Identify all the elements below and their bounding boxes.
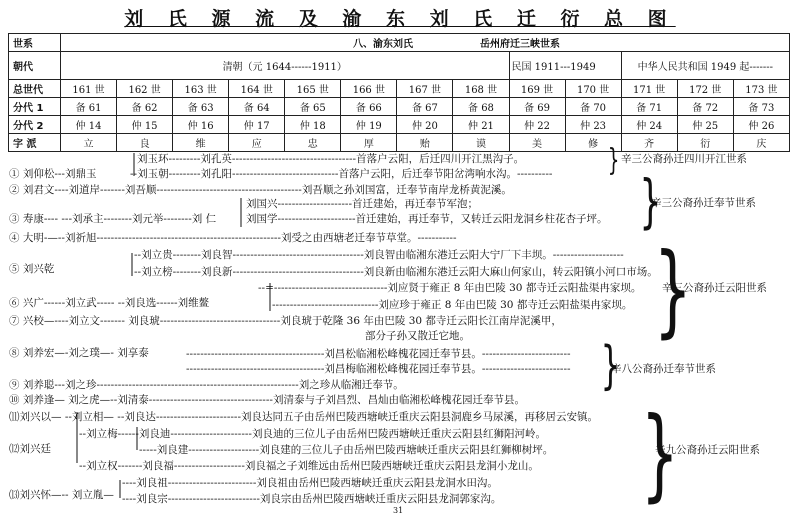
fen1-cell: 备 61	[61, 98, 117, 116]
zipai-cell: 应	[229, 134, 285, 152]
fen1-cell: 备 70	[565, 98, 621, 116]
chaodai-label: 朝代	[9, 52, 61, 80]
shixi-label: 世系	[9, 34, 61, 52]
line-r15: ⑦ 兴校—----刘立文------- 刘良琥----------------------------------刘良琥于乾隆 36 年由巴陵 30 都寺迁云阳长江南岸泥溪甲，	[9, 315, 562, 327]
fen1-cell: 备 68	[453, 98, 509, 116]
zipai-cell: 贻	[397, 134, 453, 152]
zong-label: 总世代	[9, 80, 61, 98]
brace: }	[607, 143, 620, 178]
zipai-cell: 忠	[285, 134, 341, 152]
line-r9: --刘立贵--------刘良智-------------------------------------刘良智由临湘东港迁云阳大宁厂下丰坝。--------------------	[134, 249, 624, 261]
fen1-label: 分代 1	[9, 98, 61, 116]
zong-cell: 161 世	[61, 80, 117, 98]
zong-cell: 168 世	[453, 80, 509, 98]
zong-cell: 162 世	[117, 80, 173, 98]
line-r17: ⑧ 刘养宏—-刘之璞—- 刘享泰	[9, 347, 149, 359]
line-r27: ----刘良祖-------------------------刘良祖由岳州巴陵西塘峡迁重庆云阳县龙洞水田沟。	[122, 477, 498, 489]
fen2-cell: 仲 20	[397, 116, 453, 134]
fen2-cell: 仲 21	[453, 116, 509, 134]
line-r6: ③ 寿康---- ---刘承主--------刘元举--------刘 仁	[9, 213, 217, 225]
line-r4: ② 刘君文----刘道岸-------刘吾顺-----------------------------------------刘吾顺之孙刘国富，迁奉节南岸龙桥黄泥溪。	[9, 184, 512, 196]
zipai-cell: 衍	[677, 134, 733, 152]
fen1-cell: 备 71	[621, 98, 677, 116]
fen2-cell: 仲 16	[173, 116, 229, 134]
zipai-cell: 齐	[621, 134, 677, 152]
zipai-cell: 庆	[733, 134, 789, 152]
line-r25: -----刘良建--------------------刘良建的三位儿子由岳州巴陵西塘峡迁重庆云阳县红狮柳树坪。	[139, 444, 554, 456]
subsection-title: 岳州府迁三峡世系	[479, 39, 560, 50]
brace: }	[600, 336, 621, 396]
line-r22: ⑾刘兴以— --刘立相— --刘良达------------------------刘良达同五子由岳州巴陵西塘峡迁重庆云阳县洞鹿乡马尿溪，再移居云安镇。	[9, 411, 599, 423]
fen2-cell: 仲 17	[229, 116, 285, 134]
zipai-cell: 厚	[341, 134, 397, 152]
zipai-cell: 立	[61, 134, 117, 152]
line-r11: --刘立榜--------刘良新-------------------------------------刘良新由临湘东港迁云阳大麻山何家山，转云阳镇小河口市场。	[134, 266, 658, 278]
fen2-cell: 仲 19	[341, 116, 397, 134]
fen1-cell: 备 62	[117, 98, 173, 116]
zong-cell: 166 世	[341, 80, 397, 98]
dynasty-qing: 清朝（元 1644------1911）	[61, 52, 510, 80]
dynasty-minguo: 民国 1911---1949	[509, 52, 621, 80]
page-number: 31	[393, 506, 404, 515]
line-r18: ---------------------------------------刘昌松临湘松峰槐花园迁奉节县。-------------------------	[186, 348, 571, 360]
zipai-cell: 谟	[453, 134, 509, 152]
fen1-cell: 备 65	[285, 98, 341, 116]
line-r16: 部分子孙又散迁它地。	[365, 330, 470, 342]
note-n1: 辛三公裔孙迁四川开江世系	[621, 153, 747, 165]
line-r21: ⑩ 刘养逢— 刘之虎—--刘清泰-----------------------------------刘清泰与子刘昌烈、昌灿由临湘松峰槐花园迁奉节县。	[9, 394, 525, 406]
fen2-cell: 仲 25	[677, 116, 733, 134]
fen1-cell: 备 63	[173, 98, 229, 116]
fen1-cell: 备 64	[229, 98, 285, 116]
zong-cell: 165 世	[285, 80, 341, 98]
fen2-cell: 仲 14	[61, 116, 117, 134]
line-r19: ---------------------------------------刘昌梅临湘松峰槐花园迁奉节县。-------------------------	[186, 363, 571, 375]
line-r23: --刘立梅------刘良迪-----------------------刘良迪的三位儿子由岳州巴陵西塘峡迁重庆云阳县红狮阳河岭。	[79, 428, 546, 440]
line-r24: ⑿刘兴廷	[9, 443, 51, 455]
zong-cell: 167 世	[397, 80, 453, 98]
fen2-cell: 仲 24	[621, 116, 677, 134]
note-n4: 辛八公裔孙迁奉节世系	[611, 363, 716, 375]
note-n5: 辛九公裔孙迁云阳世系	[655, 444, 760, 456]
zong-cell: 172 世	[677, 80, 733, 98]
line-r12: --=--------------------------------刘应贤于雍正 8 年由巴陵 30 都寺迁云阳盐渠冉家坝。	[258, 282, 642, 294]
line-r14: ------------------------------刘应珍于雍正 8 年由巴陵 30 都寺迁云阳盐渠冉家坝。	[272, 299, 633, 311]
line-r13: ⑥ 兴广------刘立武----- --刘良选------刘维鳌	[9, 297, 210, 309]
line-r28: ⒀刘兴怀—-- 刘立胤—	[9, 489, 114, 501]
fen1-cell: 备 73	[733, 98, 789, 116]
zipai-cell: 修	[565, 134, 621, 152]
line-r7: 刘国学----------------------首迁建始，再迁奉节，又转迁云阳龙洞乡柱花杏子坪。	[246, 213, 608, 225]
zong-cell: 170 世	[565, 80, 621, 98]
line-r29: ----刘良宗--------------------------刘良宗由岳州巴陵西塘峡迁重庆云阳县龙洞郭家沟。	[122, 493, 502, 505]
line-r3: --刘玉朝---------刘孔阳------------------------------首落户云阳，后迁奉节阳岔湾响水沟。----------	[130, 168, 553, 180]
brace: }	[653, 231, 692, 348]
fen2-cell: 仲 26	[733, 116, 789, 134]
note-n3: 辛三公裔孙迁云阳世系	[662, 282, 767, 294]
zong-cell: 164 世	[229, 80, 285, 98]
fen1-cell: 备 66	[341, 98, 397, 116]
zong-cell: 169 世	[509, 80, 565, 98]
zipai-cell: 维	[173, 134, 229, 152]
fen2-cell: 仲 23	[565, 116, 621, 134]
line-r1: 刘玉环---------刘孔英-----------------------------------首落户云阳，后迁四川开江黑沟子。	[137, 153, 525, 165]
line-r26: --刘立权-------刘良福--------------------刘良福之子刘维远由岳州巴陵西塘峡迁重庆云阳县龙洞小龙山。	[79, 460, 539, 472]
fen1-cell: 备 72	[677, 98, 733, 116]
line-r2: ① 刘仰松---刘鼎玉	[9, 168, 97, 180]
page-title: 刘 氏 源 流 及 渝 东 刘 氏 迁 衍 总 图	[124, 8, 676, 30]
fen2-label: 分代 2	[9, 116, 61, 134]
zong-cell: 171 世	[621, 80, 677, 98]
zipai-label: 字 派	[9, 134, 61, 152]
zipai-cell: 良	[117, 134, 173, 152]
brace: }	[639, 167, 662, 235]
line-r5: 刘国兴---------------------首迁建始，再迁奉节军泡；	[246, 198, 479, 210]
zipai-cell: 美	[509, 134, 565, 152]
fen2-cell: 仲 15	[117, 116, 173, 134]
section-title: 八、渝东刘氏	[353, 39, 413, 50]
zong-cell: 173 世	[733, 80, 789, 98]
line-r10: ⑤ 刘兴乾	[9, 263, 55, 275]
fen2-cell: 仲 18	[285, 116, 341, 134]
line-r8: ④ 大明-—--刘祈旭----------------------------------------------------刘受之由西塘老迁奉节草堂。-----------	[9, 232, 457, 244]
line-r20: ⑨ 刘养聪---刘之珍---------------------------------------------------------刘之珍从临湘迁奉节。	[9, 379, 404, 391]
zong-cell: 163 世	[173, 80, 229, 98]
fen1-cell: 备 67	[397, 98, 453, 116]
note-n2: 辛三公裔孙迁奉节世系	[651, 197, 756, 209]
brace: }	[640, 395, 679, 512]
dynasty-prc: 中华人民共和国 1949 起-------	[621, 52, 789, 80]
fen1-cell: 备 69	[509, 98, 565, 116]
fen2-cell: 仲 22	[509, 116, 565, 134]
